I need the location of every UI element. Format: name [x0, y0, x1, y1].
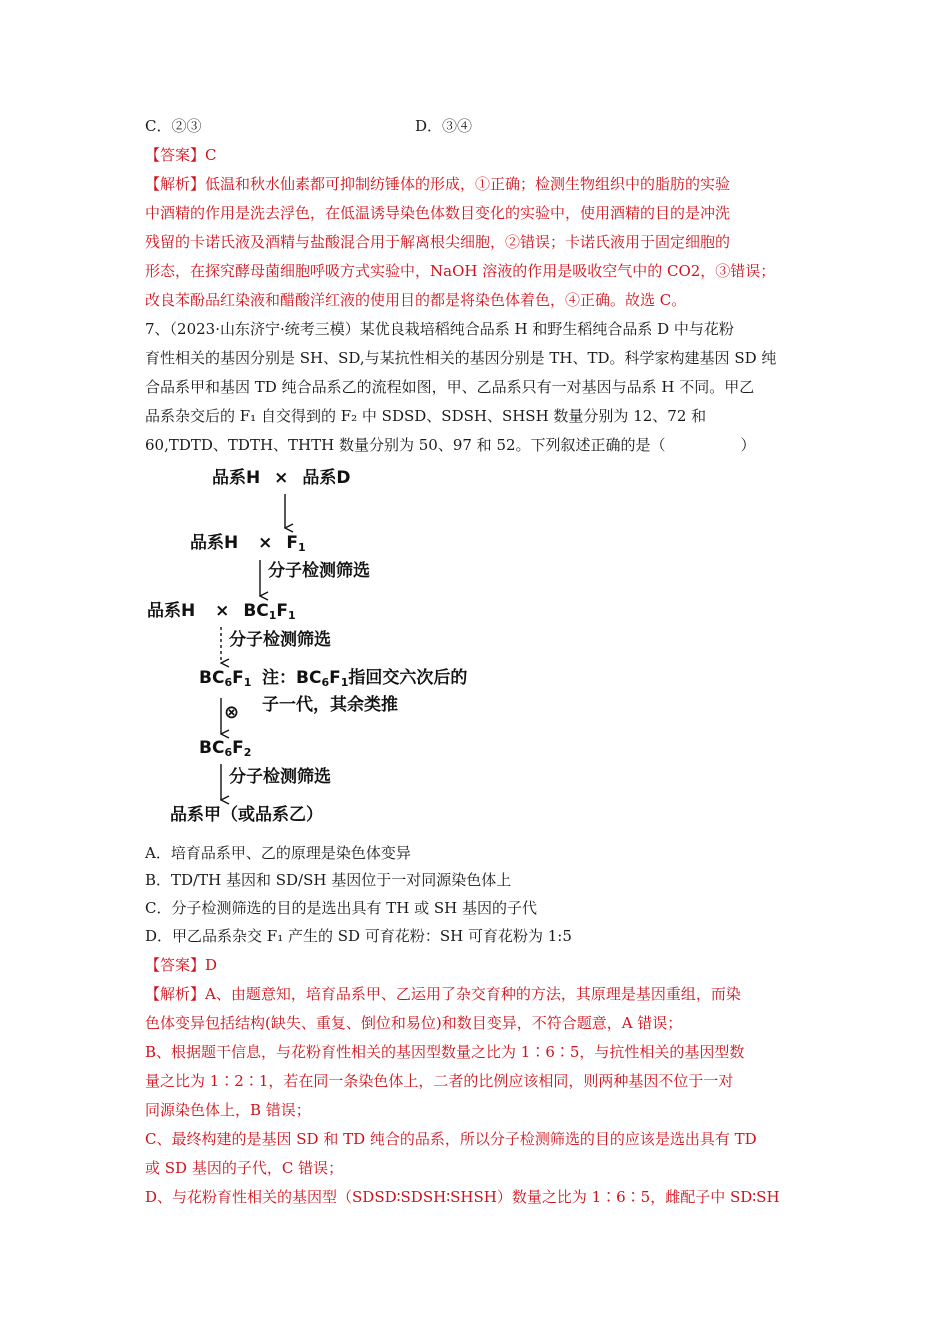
f1-label: $F_1$ [286, 533, 306, 554]
diagram-row1 [212, 467, 350, 489]
analysis-line: 量之比为 1∶2∶1，若在同一条染色体上，二者的比例应该相同，则两种基因不位于一对 [145, 1072, 734, 1090]
bc1f1-label: $BC_1F_1$ [243, 601, 296, 622]
analysis-label: 【解析】 [145, 985, 206, 1003]
option-c: C．分子检测筛选的目的是选出具有 TH 或 SH 基因的子代 [145, 899, 537, 917]
line-h: 品系H [190, 533, 239, 553]
analysis-line: 色体变异包括结构(缺失、重复、倒位和易位)和数目变异，不符合题意，A 错误； [145, 1014, 683, 1032]
question-stem-line: 60,TDTD、TDTH、THTH 数量分别为 50、97 和 52。下列叙述正确的是（ ） [145, 436, 756, 454]
bc6f2-label: $BC_6F_2$ [199, 738, 252, 759]
analysis-line: 改良苯酚品红染液和醋酸洋红液的使用目的都是将染色体着色，④正确。故选 C。 [145, 291, 687, 309]
option-b: B．TD/TH 基因和 SD/SH 基因位于一对同源染色体上 [145, 871, 512, 889]
question-stem-line: 品系杂交后的 F₁ 自交得到的 F₂ 中 SDSD、SDSH、SHSH 数量分别为 12、72 和 [145, 407, 707, 425]
option-d: D．③④ [415, 117, 473, 135]
diagram-note: 注：$BC_6F_1$指回交六次后的 [262, 668, 468, 689]
diagram-row2 [190, 532, 306, 559]
line-h: 品系H [212, 468, 261, 488]
analysis-line: 形态，在探究酵母菌细胞呼吸方式实验中，NaOH 溶液的作用是吸收空气中的 CO2，③错误； [145, 262, 776, 280]
final-line: 品系甲（或品系乙） [170, 805, 323, 825]
diagram-note-line2: 子一代，其余类推 [262, 695, 398, 715]
question-stem-line: 合品系甲和基因 TD 纯合品系乙的流程如图，甲、乙品系只有一对基因与品系 H 不同。甲乙 [145, 378, 755, 396]
analysis-text: 低温和秋水仙素都可抑制纺锤体的形成，①正确；检测生物组织中的脂肪的实验 [205, 175, 731, 193]
analysis-line: D、与花粉育性相关的基因型（SDSD∶SDSH∶SHSH）数量之比为 1∶6∶5，雌配子中 SD∶SH [145, 1188, 780, 1206]
step-screening-1: 分子检测筛选 [268, 561, 370, 581]
analysis-text: A、由题意知，培育品系甲、乙运用了杂交育种的方法，其原理是基因重组，而染 [205, 985, 741, 1003]
question-stem-line: 7、（2023·山东济宁·统考三模）某优良栽培稻纯合品系 H 和野生稻纯合品系 D 中与花粉 [145, 320, 734, 338]
line-d: 品系D [302, 468, 351, 488]
step-screening-2: 分子检测筛选 [229, 630, 331, 650]
selfing-icon: ⊗ [224, 702, 240, 723]
analysis-line: 中酒精的作用是洗去浮色，在低温诱导染色体数目变化的实验中，使用酒精的目的是冲洗 [145, 204, 731, 222]
analysis-line: 同源染色体上，B 错误； [145, 1101, 311, 1119]
analysis-line [145, 984, 741, 1004]
cross-symbol: × [215, 601, 230, 621]
option-a: A．培育品系甲、乙的原理是染色体变异 [145, 844, 411, 862]
step-screening-3: 分子检测筛选 [229, 767, 331, 787]
analysis-line: B、根据题干信息，与花粉育性相关的基因型数量之比为 1∶6∶5，与抗性相关的基因型数 [145, 1043, 745, 1061]
analysis-label: 【解析】 [145, 175, 206, 193]
analysis-line: C、最终构建的是基因 SD 和 TD 纯合的品系，所以分子检测筛选的目的应该是选出具有 TD [145, 1130, 757, 1148]
diagram-row3 [147, 600, 296, 627]
cross-symbol: × [274, 468, 289, 488]
cross-symbol: × [258, 533, 273, 553]
analysis-line: 残留的卡诺氏液及酒精与盐酸混合用于解离根尖细胞，②错误；卡诺氏液用于固定细胞的 [145, 233, 731, 251]
bc6f1-label: $BC_6F_1$ [199, 668, 252, 689]
answer-label: 【答案】D [145, 956, 218, 974]
question-stem-line: 育性相关的基因分别是 SH、SD,与某抗性相关的基因分别是 TH、TD。科学家构建基因 SD 纯 [145, 349, 777, 367]
line-h: 品系H [147, 601, 196, 621]
option-d: D．甲乙品系杂交 F₁ 产生的 SD 可育花粉：SH 可育花粉为 1:5 [145, 927, 572, 945]
answer-label: 【答案】C [145, 146, 217, 164]
option-c: C．②③ [145, 117, 202, 135]
analysis-line: 或 SD 基因的子代，C 错误； [145, 1159, 344, 1177]
